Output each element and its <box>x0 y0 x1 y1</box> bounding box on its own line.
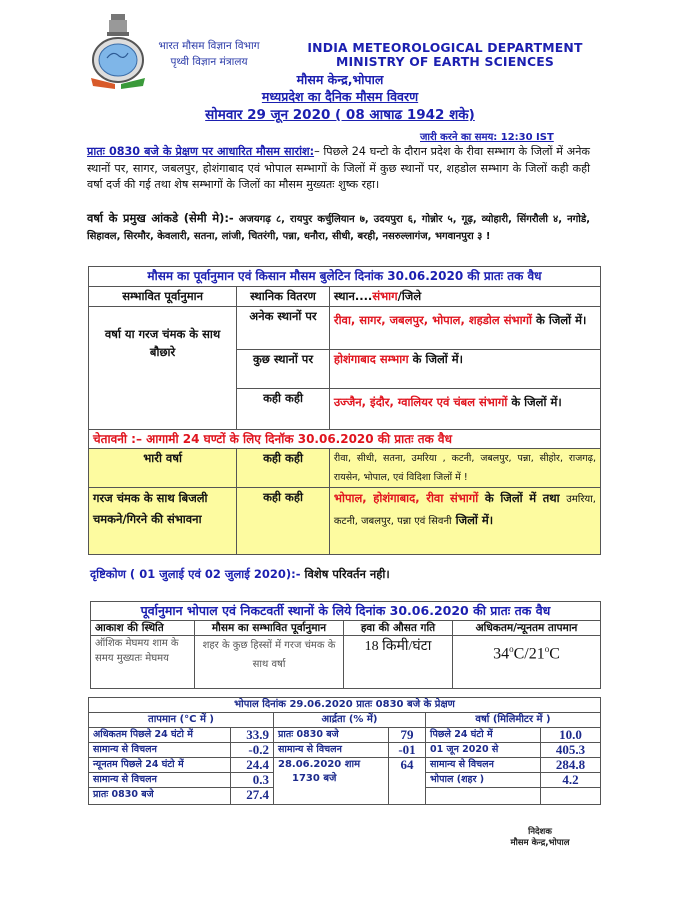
temp-label: प्रातः 0830 बजे <box>89 788 231 805</box>
places-suffix: के जिलों में। <box>507 395 562 409</box>
rain-value: 405.3 <box>541 743 601 758</box>
signature-office: मौसम केन्द्र,भोपाल <box>510 838 570 848</box>
temp-value: 0.3 <box>231 773 274 788</box>
col3-label-a: स्थान.... <box>333 289 373 303</box>
warning-places-suffix: जिलों में। <box>451 513 494 527</box>
warning-places <box>329 488 600 555</box>
col-header-distribution: स्थानिक वितरण <box>237 287 330 307</box>
places-suffix: के जिलों में। <box>532 313 587 327</box>
bhopal-forecast-table <box>90 601 601 689</box>
summary-text: – पिछले 24 घन्टो के दौरान प्रदेश के रीवा सम्भाग के जिलों में अनेक स्थानों पर, सागर, जबलपुर, होशंगाबाद एवं भोपाल सम्भागों के जिलों में कुछ स्थानों पर, शहडोल सम्भाग के जिलों कही कही वर्षा दर्ज की गई तथा शेष सम्भागों के जिलों का मौसम मुख्यतः शुष्क रहा। <box>87 145 590 191</box>
rainfall-text: अजयगढ़ ८, रायपुर कर्चुलियान ७, उदयपुरा ६, गोन्नोर ५, गूढ़, व्योहारी, सिंगरौली ४, नगोडे, सिहावल, सिरमौर, केवलारी, सतना, लांजी, चितरंगी, पन्ना, धनौरा, सीधी, बरही, नसरुल्लागंज, भगवानपुरा ३ ! <box>87 214 590 242</box>
rain-value: 10.0 <box>541 728 601 743</box>
temp-value: 27.4 <box>231 788 274 805</box>
degree-symbol: o <box>544 644 550 654</box>
table-row <box>89 758 601 773</box>
warning-places-mid: के जिलों में तथा <box>478 491 567 505</box>
humidity-value: -01 <box>389 743 426 758</box>
col-header-weather: मौसम का सम्भावित पूर्वानुमान <box>195 621 344 636</box>
temp-max: 34 <box>493 645 510 663</box>
degree-symbol: o <box>509 644 514 654</box>
humidity-value: 64 <box>389 758 426 805</box>
rainfall-heading: वर्षा के प्रमुख आंकडे (सेमी मे):- <box>87 211 234 225</box>
rain-label: पिछले 24 घंटो में <box>426 728 541 743</box>
weather-forecast: शहर के कुछ हिस्सों में गरज चंमक के साथ वर्षा <box>195 636 344 689</box>
distribution-cell: कुछ स्थानों पर <box>237 350 330 389</box>
celsius-unit: C <box>549 645 560 663</box>
warning-places-normal: उमरिया, कटनी, जबलपुर, पन्ना एवं सिवनी <box>333 494 596 527</box>
humidity-label-line1: 28.06.2020 शाम <box>278 759 361 770</box>
humidity-label: प्रातः 0830 बजे <box>274 728 389 743</box>
outlook-text: विशेष परिवर्तन नही। <box>300 567 390 581</box>
english-dept-label: INDIA METEOROLOGICAL DEPARTMENT <box>307 40 583 55</box>
temp-label: सामान्य से विचलन <box>89 743 231 758</box>
warning-type: गरज चंमक के साथ बिजली चमकने/गिरने की संभावना <box>89 488 237 555</box>
summary-heading: प्रातः 0830 बजे के प्रेक्षण पर आधारित मौसम सारांश: <box>87 145 315 158</box>
distribution-cell: कही कही <box>237 389 330 430</box>
places-red: होशंगाबाद सम्भाग <box>333 352 409 366</box>
forecast-table <box>88 266 601 555</box>
warning-title: चेतावनी :– आगामी 24 घण्टों के लिए दिनॉक 30.06.2020 की प्रातः तक वैध <box>89 430 601 449</box>
temp-value: -0.2 <box>231 743 274 758</box>
english-department-name <box>290 41 600 69</box>
separator: / <box>524 645 529 663</box>
rainfall-data <box>87 210 590 245</box>
rain-label: 01 जून 2020 से <box>426 743 541 758</box>
hindi-dept-label: भारत मौसम विज्ञान विभाग <box>158 40 260 52</box>
english-ministry-label: MINISTRY OF EARTH SCIENCES <box>335 54 555 69</box>
temperature-range <box>453 636 601 689</box>
observation-title: भोपाल दिनांक 29.06.2020 प्रातः 0830 बजे के प्रेक्षण <box>89 698 601 713</box>
warning-places-red: भोपाल, होशंगाबाद, रीवा संभागों <box>333 491 479 505</box>
report-title: मध्यप्रदेश का दैनिक मौसम विवरण <box>261 89 419 104</box>
hindi-ministry-label: पृथ्वी विज्ञान मंत्रालय <box>170 56 248 68</box>
col3-label-b: संभाग <box>372 289 398 303</box>
temp-value: 24.4 <box>231 758 274 773</box>
table-row <box>89 743 601 758</box>
signature <box>495 827 585 849</box>
temp-label: न्यूनतम पिछले 24 घंटो में <box>89 758 231 773</box>
section-temperature: तापमान (°C में ) <box>89 713 274 728</box>
places-cell <box>329 389 600 430</box>
warning-row <box>89 488 601 555</box>
col-header-sky: आकाश की स्थिति <box>91 621 195 636</box>
warning-places: रीवा, सीधी, सतना, उमरिया , कटनी, जबलपुर, पन्ना, सीहोर, राजगढ़, रायसेन, भोपाल, एवं विदिशा जिलों में ! <box>329 449 600 488</box>
signature-title: निदेशक <box>528 827 552 837</box>
forecast-table-title: मौसम का पूर्वानुमान एवं किसान मौसम बुलेटिन दिनांक 30.06.2020 की प्रातः तक वैध <box>89 267 601 287</box>
weather-summary <box>87 144 590 194</box>
wind-speed: 18 किमी/घंटा <box>344 636 453 689</box>
places-cell <box>329 307 600 350</box>
humidity-label-line2: 1730 बजे <box>292 773 337 784</box>
col-header-wind: हवा की औसत गति <box>344 621 453 636</box>
report-date: सोमवार 29 जून 2020 ( 08 आषाढ 1942 शके) <box>205 107 475 123</box>
col-header-forecast: सम्भावित पूर्वानुमान <box>89 287 237 307</box>
temp-value: 33.9 <box>231 728 274 743</box>
col3-label-c: /जिले <box>397 289 422 303</box>
celsius-unit: C <box>513 645 525 663</box>
humidity-value: 79 <box>389 728 426 743</box>
humidity-label <box>274 758 389 805</box>
centre-name: मौसम केन्द्र,भोपाल <box>296 72 384 87</box>
warning-distribution: कही कही <box>237 449 330 488</box>
table-row <box>89 307 601 350</box>
observation-table <box>88 697 601 805</box>
rain-value: 284.8 <box>541 758 601 773</box>
empty-cell <box>426 788 541 805</box>
bhopal-forecast-title: पूर्वानुमान भोपाल एवं निकटवर्ती स्थानों के लिये दिनांक 30.06.2020 की प्रातः तक वैध <box>91 602 601 621</box>
section-humidity: आर्द्रता (% में) <box>274 713 426 728</box>
places-red: रीवा, सागर, जबलपुर, भोपाल, शहडोल संभागों <box>333 313 532 327</box>
rain-label: सामान्य से विचलन <box>426 758 541 773</box>
empty-cell <box>541 788 601 805</box>
temp-min: 21 <box>528 645 545 663</box>
temp-label: अधिकतम पिछले 24 घंटो में <box>89 728 231 743</box>
humidity-label: सामान्य से विचलन <box>274 743 389 758</box>
warning-row <box>89 449 601 488</box>
warning-type: भारी वर्षा <box>89 449 237 488</box>
places-suffix: के जिलों में। <box>408 352 464 366</box>
outlook <box>90 567 390 582</box>
sky-condition: ऑशिक मेघमय शाम के समय मुख्यतः मेघमय <box>91 636 195 689</box>
places-cell <box>329 350 600 389</box>
distribution-cell: अनेक स्थानों पर <box>237 307 330 350</box>
issue-time: जारी करने का समय: 12:30 IST <box>420 132 554 143</box>
warning-distribution: कही कही <box>237 488 330 555</box>
rain-value: 4.2 <box>541 773 601 788</box>
hindi-department-name <box>150 38 268 70</box>
col-header-temperature: अधिकतम/न्यूनतम तापमान <box>453 621 601 636</box>
col-header-places <box>329 287 600 307</box>
forecast-category: वर्षा या गरज चंमक के साथ बौछारे <box>89 307 237 430</box>
places-red: उज्जैन, इंदौर, ग्वालियर एवं चंबल संभागों <box>333 395 508 409</box>
section-rainfall: वर्षा (मिलिमीटर में ) <box>426 713 601 728</box>
table-row <box>91 636 601 689</box>
temp-label: सामान्य से विचलन <box>89 773 231 788</box>
rain-label: भोपाल (शहर ) <box>426 773 541 788</box>
table-row <box>89 728 601 743</box>
outlook-heading: दृष्टिकोण ( 01 जुलाई एवं 02 जुलाई 2020):- <box>90 567 301 581</box>
